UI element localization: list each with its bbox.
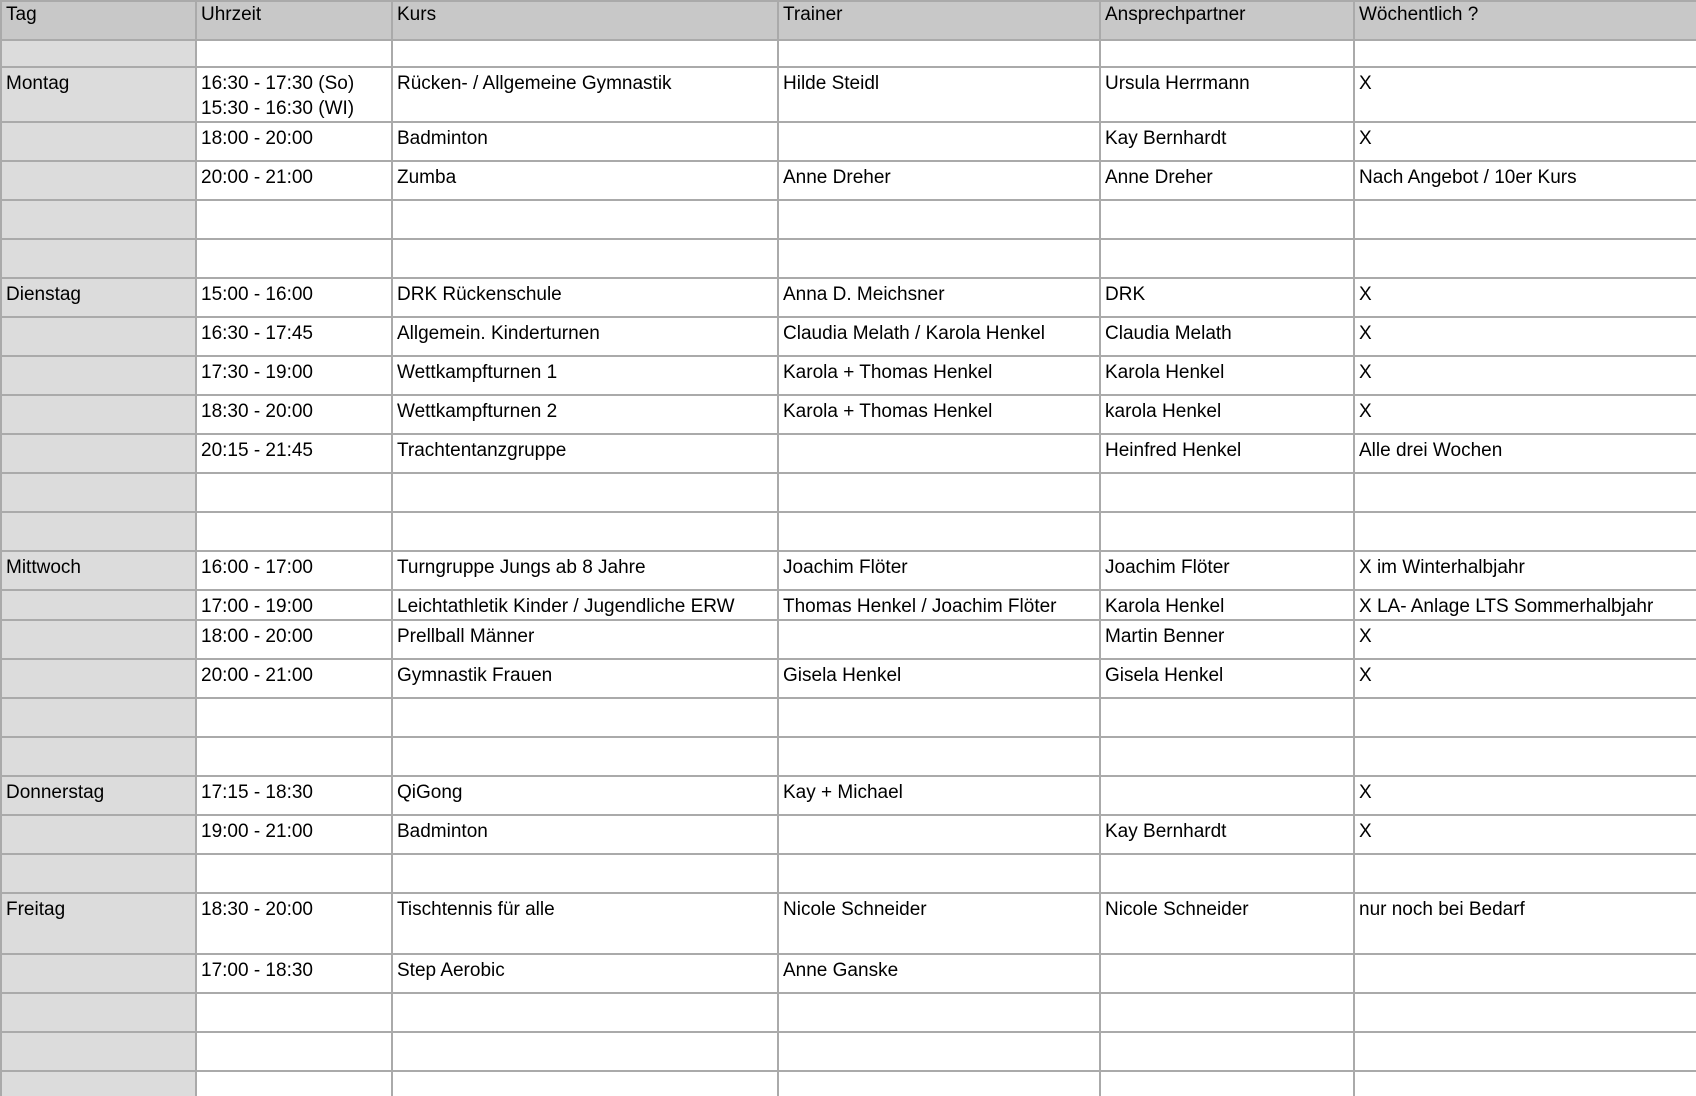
column-header-kurs[interactable]: Kurs — [392, 1, 778, 40]
cell-woechentlich[interactable]: X — [1354, 278, 1696, 317]
table-row — [1, 620, 1696, 659]
table-row — [1, 356, 1696, 395]
cell-woechentlich[interactable]: X — [1354, 395, 1696, 434]
time-line: 20:00 - 21:00 — [201, 665, 313, 686]
table-row — [1, 473, 1696, 512]
cell-woechentlich[interactable] — [1354, 473, 1696, 512]
cell-tag[interactable] — [1, 737, 196, 776]
cell-tag[interactable] — [1, 356, 196, 395]
time-line: 15:30 - 16:30 (WI) — [201, 98, 355, 119]
cell-woechentlich[interactable]: X — [1354, 815, 1696, 854]
cell-ansprechpartner[interactable] — [1100, 776, 1354, 815]
table-row — [1, 200, 1696, 239]
table-row — [1, 893, 1696, 954]
cell-woechentlich[interactable] — [1354, 698, 1696, 737]
table-row — [1, 1032, 1696, 1071]
cell-kurs[interactable] — [392, 1032, 778, 1071]
cell-kurs[interactable] — [392, 993, 778, 1032]
cell-trainer[interactable]: Thomas Henkel / Joachim Flöter — [778, 590, 1100, 620]
table-row — [1, 659, 1696, 698]
cell-kurs[interactable] — [392, 698, 778, 737]
time-line: 17:15 - 18:30 — [201, 782, 313, 803]
cell-tag[interactable] — [1, 993, 196, 1032]
cell-trainer[interactable]: Claudia Melath / Karola Henkel — [778, 317, 1100, 356]
cell-woechentlich[interactable] — [1354, 1071, 1696, 1096]
cell-uhrzeit[interactable] — [196, 954, 392, 993]
cell-kurs[interactable]: Badminton — [392, 122, 778, 161]
cell-ansprechpartner[interactable] — [1100, 1032, 1354, 1071]
cell-kurs[interactable]: Trachtentanzgruppe — [392, 434, 778, 473]
table-row — [1, 40, 1696, 67]
cell-uhrzeit[interactable] — [196, 278, 392, 317]
cell-uhrzeit[interactable] — [196, 200, 392, 239]
cell-woechentlich[interactable]: Alle drei Wochen — [1354, 434, 1696, 473]
cell-trainer[interactable] — [778, 239, 1100, 278]
table-row — [1, 278, 1696, 317]
cell-uhrzeit[interactable] — [196, 620, 392, 659]
time-line: 15:00 - 16:00 — [201, 284, 313, 305]
cell-ansprechpartner[interactable] — [1100, 200, 1354, 239]
time-line: 19:00 - 21:00 — [201, 821, 313, 842]
cell-uhrzeit[interactable] — [196, 395, 392, 434]
cell-trainer[interactable] — [778, 122, 1100, 161]
cell-trainer[interactable] — [778, 40, 1100, 67]
cell-ansprechpartner[interactable] — [1100, 473, 1354, 512]
cell-ansprechpartner[interactable]: DRK — [1100, 278, 1354, 317]
cell-woechentlich[interactable] — [1354, 954, 1696, 993]
cell-woechentlich[interactable] — [1354, 40, 1696, 67]
cell-ansprechpartner[interactable] — [1100, 854, 1354, 893]
cell-kurs[interactable] — [392, 737, 778, 776]
cell-woechentlich[interactable] — [1354, 239, 1696, 278]
time-line: 20:00 - 21:00 — [201, 167, 313, 188]
cell-woechentlich[interactable] — [1354, 512, 1696, 551]
time-line: 16:30 - 17:45 — [201, 323, 313, 344]
cell-trainer[interactable]: Nicole Schneider — [778, 893, 1100, 954]
cell-ansprechpartner[interactable] — [1100, 1071, 1354, 1096]
cell-tag[interactable] — [1, 854, 196, 893]
cell-tag[interactable] — [1, 1071, 196, 1096]
time-line: 16:30 - 17:30 (So) — [201, 73, 355, 94]
cell-kurs[interactable] — [392, 512, 778, 551]
cell-woechentlich[interactable]: X — [1354, 356, 1696, 395]
cell-woechentlich[interactable] — [1354, 993, 1696, 1032]
cell-woechentlich[interactable] — [1354, 200, 1696, 239]
cell-ansprechpartner[interactable] — [1100, 993, 1354, 1032]
cell-tag[interactable] — [1, 161, 196, 200]
cell-ansprechpartner[interactable]: Joachim Flöter — [1100, 551, 1354, 590]
cell-tag[interactable] — [1, 473, 196, 512]
time-line: 18:30 - 20:00 — [201, 401, 313, 422]
cell-ansprechpartner[interactable]: Gisela Henkel — [1100, 659, 1354, 698]
cell-woechentlich[interactable]: nur noch bei Bedarf — [1354, 893, 1696, 954]
cell-ansprechpartner[interactable]: Karola Henkel — [1100, 590, 1354, 620]
cell-kurs[interactable] — [392, 40, 778, 67]
cell-ansprechpartner[interactable] — [1100, 698, 1354, 737]
cell-uhrzeit[interactable] — [196, 698, 392, 737]
column-header-tag[interactable]: Tag — [1, 1, 196, 40]
table-row — [1, 776, 1696, 815]
table-row — [1, 317, 1696, 356]
cell-uhrzeit[interactable] — [196, 67, 392, 122]
cell-uhrzeit[interactable] — [196, 356, 392, 395]
cell-woechentlich[interactable]: X — [1354, 659, 1696, 698]
table-row — [1, 815, 1696, 854]
cell-uhrzeit[interactable] — [196, 473, 392, 512]
cell-tag[interactable] — [1, 317, 196, 356]
cell-ansprechpartner[interactable] — [1100, 512, 1354, 551]
table-row — [1, 67, 1696, 122]
cell-tag[interactable] — [1, 122, 196, 161]
time-line: 16:00 - 17:00 — [201, 557, 313, 578]
cell-trainer[interactable]: Joachim Flöter — [778, 551, 1100, 590]
cell-trainer[interactable] — [778, 737, 1100, 776]
cell-woechentlich[interactable]: X LA- Anlage LTS Sommerhalbjahr — [1354, 590, 1696, 620]
cell-tag[interactable] — [1, 200, 196, 239]
cell-ansprechpartner[interactable]: Claudia Melath — [1100, 317, 1354, 356]
cell-ansprechpartner[interactable]: Kay Bernhardt — [1100, 815, 1354, 854]
cell-woechentlich[interactable] — [1354, 854, 1696, 893]
table-row — [1, 590, 1696, 620]
cell-ansprechpartner[interactable]: Karola Henkel — [1100, 356, 1354, 395]
cell-tag[interactable]: Mittwoch — [1, 551, 196, 590]
cell-uhrzeit[interactable] — [196, 1032, 392, 1071]
cell-uhrzeit[interactable] — [196, 1071, 392, 1096]
cell-trainer[interactable]: Hilde Steidl — [778, 67, 1100, 122]
time-line: 20:15 - 21:45 — [201, 440, 313, 461]
cell-ansprechpartner[interactable]: karola Henkel — [1100, 395, 1354, 434]
cell-tag[interactable]: Dienstag — [1, 278, 196, 317]
cell-tag[interactable] — [1, 954, 196, 993]
cell-uhrzeit[interactable] — [196, 737, 392, 776]
cell-uhrzeit[interactable] — [196, 590, 392, 620]
cell-woechentlich[interactable]: Nach Angebot / 10er Kurs — [1354, 161, 1696, 200]
cell-ansprechpartner[interactable]: Heinfred Henkel — [1100, 434, 1354, 473]
cell-trainer[interactable]: Karola + Thomas Henkel — [778, 395, 1100, 434]
cell-ansprechpartner[interactable] — [1100, 737, 1354, 776]
table-row — [1, 954, 1696, 993]
cell-trainer[interactable]: Anna D. Meichsner — [778, 278, 1100, 317]
cell-uhrzeit[interactable] — [196, 122, 392, 161]
cell-tag[interactable] — [1, 590, 196, 620]
cell-tag[interactable] — [1, 620, 196, 659]
cell-ansprechpartner[interactable]: Anne Dreher — [1100, 161, 1354, 200]
cell-kurs[interactable]: Zumba — [392, 161, 778, 200]
cell-kurs[interactable]: QiGong — [392, 776, 778, 815]
cell-uhrzeit[interactable] — [196, 776, 392, 815]
cell-woechentlich[interactable]: X — [1354, 620, 1696, 659]
cell-uhrzeit[interactable] — [196, 659, 392, 698]
cell-tag[interactable] — [1, 434, 196, 473]
table-row — [1, 239, 1696, 278]
cell-tag[interactable]: Freitag — [1, 893, 196, 954]
table-row — [1, 122, 1696, 161]
cell-woechentlich[interactable]: X — [1354, 67, 1696, 122]
cell-tag[interactable] — [1, 395, 196, 434]
cell-tag[interactable] — [1, 698, 196, 737]
cell-kurs[interactable]: Wettkampfturnen 2 — [392, 395, 778, 434]
column-header-uhrzeit[interactable]: Uhrzeit — [196, 1, 392, 40]
cell-trainer[interactable] — [778, 512, 1100, 551]
time-line: 17:00 - 18:30 — [201, 960, 313, 981]
cell-kurs[interactable]: Tischtennis für alle — [392, 893, 778, 954]
cell-trainer[interactable] — [778, 993, 1100, 1032]
cell-trainer[interactable] — [778, 1032, 1100, 1071]
column-header-trainer[interactable]: Trainer — [778, 1, 1100, 40]
cell-woechentlich[interactable]: X — [1354, 122, 1696, 161]
cell-woechentlich[interactable]: X im Winterhalbjahr — [1354, 551, 1696, 590]
cell-tag[interactable]: Montag — [1, 67, 196, 122]
table-row — [1, 737, 1696, 776]
table-row — [1, 161, 1696, 200]
cell-kurs[interactable]: Leichtathletik Kinder / Jugendliche ERW — [392, 590, 778, 620]
table-body — [1, 40, 1696, 1096]
cell-kurs[interactable]: Gymnastik Frauen — [392, 659, 778, 698]
cell-tag[interactable] — [1, 239, 196, 278]
column-header-ansprechpartner[interactable]: Ansprechpartner — [1100, 1, 1354, 40]
cell-uhrzeit[interactable] — [196, 993, 392, 1032]
table-row — [1, 551, 1696, 590]
cell-trainer[interactable] — [778, 1071, 1100, 1096]
cell-tag[interactable]: Donnerstag — [1, 776, 196, 815]
cell-kurs[interactable]: Turngruppe Jungs ab 8 Jahre — [392, 551, 778, 590]
cell-ansprechpartner[interactable] — [1100, 40, 1354, 67]
cell-ansprechpartner[interactable] — [1100, 954, 1354, 993]
cell-tag[interactable] — [1, 512, 196, 551]
time-line: 17:30 - 19:00 — [201, 362, 313, 383]
cell-woechentlich[interactable]: X — [1354, 317, 1696, 356]
cell-trainer[interactable]: Anne Dreher — [778, 161, 1100, 200]
cell-uhrzeit[interactable] — [196, 239, 392, 278]
cell-trainer[interactable]: Gisela Henkel — [778, 659, 1100, 698]
cell-ansprechpartner[interactable] — [1100, 239, 1354, 278]
cell-ansprechpartner[interactable]: Kay Bernhardt — [1100, 122, 1354, 161]
cell-uhrzeit[interactable] — [196, 815, 392, 854]
cell-trainer[interactable]: Kay + Michael — [778, 776, 1100, 815]
cell-trainer[interactable] — [778, 698, 1100, 737]
cell-kurs[interactable]: DRK Rückenschule — [392, 278, 778, 317]
cell-kurs[interactable]: Badminton — [392, 815, 778, 854]
cell-woechentlich[interactable]: X — [1354, 776, 1696, 815]
cell-tag[interactable] — [1, 659, 196, 698]
table-row — [1, 698, 1696, 737]
cell-tag[interactable] — [1, 1032, 196, 1071]
cell-trainer[interactable] — [778, 854, 1100, 893]
cell-kurs[interactable] — [392, 854, 778, 893]
cell-trainer[interactable] — [778, 620, 1100, 659]
cell-ansprechpartner[interactable]: Nicole Schneider — [1100, 893, 1354, 954]
table-row — [1, 854, 1696, 893]
cell-kurs[interactable] — [392, 473, 778, 512]
cell-trainer[interactable] — [778, 815, 1100, 854]
cell-kurs[interactable]: Allgemein. Kinderturnen — [392, 317, 778, 356]
cell-ansprechpartner[interactable]: Ursula Herrmann — [1100, 67, 1354, 122]
time-line: 18:00 - 20:00 — [201, 128, 313, 149]
cell-woechentlich[interactable] — [1354, 1032, 1696, 1071]
cell-kurs[interactable] — [392, 200, 778, 239]
table-row — [1, 395, 1696, 434]
cell-kurs[interactable]: Step Aerobic — [392, 954, 778, 993]
table-row — [1, 434, 1696, 473]
cell-kurs[interactable] — [392, 1071, 778, 1096]
time-line: 17:00 - 19:00 — [201, 596, 313, 617]
cell-trainer[interactable]: Anne Ganske — [778, 954, 1100, 993]
time-line: 18:30 - 20:00 — [201, 899, 313, 920]
cell-kurs[interactable] — [392, 239, 778, 278]
cell-trainer[interactable] — [778, 434, 1100, 473]
cell-tag[interactable] — [1, 815, 196, 854]
header-row — [1, 1, 1696, 40]
cell-uhrzeit[interactable] — [196, 317, 392, 356]
cell-uhrzeit[interactable] — [196, 40, 392, 67]
cell-tag[interactable] — [1, 40, 196, 67]
table-row — [1, 1071, 1696, 1096]
time-line: 18:00 - 20:00 — [201, 626, 313, 647]
cell-kurs[interactable]: Wettkampfturnen 1 — [392, 356, 778, 395]
cell-trainer[interactable] — [778, 200, 1100, 239]
cell-trainer[interactable]: Karola + Thomas Henkel — [778, 356, 1100, 395]
table-row — [1, 512, 1696, 551]
cell-trainer[interactable] — [778, 473, 1100, 512]
cell-uhrzeit[interactable] — [196, 854, 392, 893]
cell-uhrzeit[interactable] — [196, 551, 392, 590]
column-header-woechentlich[interactable]: Wöchentlich ? — [1354, 1, 1696, 40]
cell-kurs[interactable]: Rücken- / Allgemeine Gymnastik — [392, 67, 778, 122]
cell-kurs[interactable]: Prellball Männer — [392, 620, 778, 659]
table-row — [1, 993, 1696, 1032]
cell-uhrzeit[interactable] — [196, 893, 392, 954]
cell-uhrzeit[interactable] — [196, 161, 392, 200]
cell-woechentlich[interactable] — [1354, 737, 1696, 776]
cell-uhrzeit[interactable] — [196, 512, 392, 551]
cell-uhrzeit[interactable] — [196, 434, 392, 473]
cell-ansprechpartner[interactable]: Martin Benner — [1100, 620, 1354, 659]
